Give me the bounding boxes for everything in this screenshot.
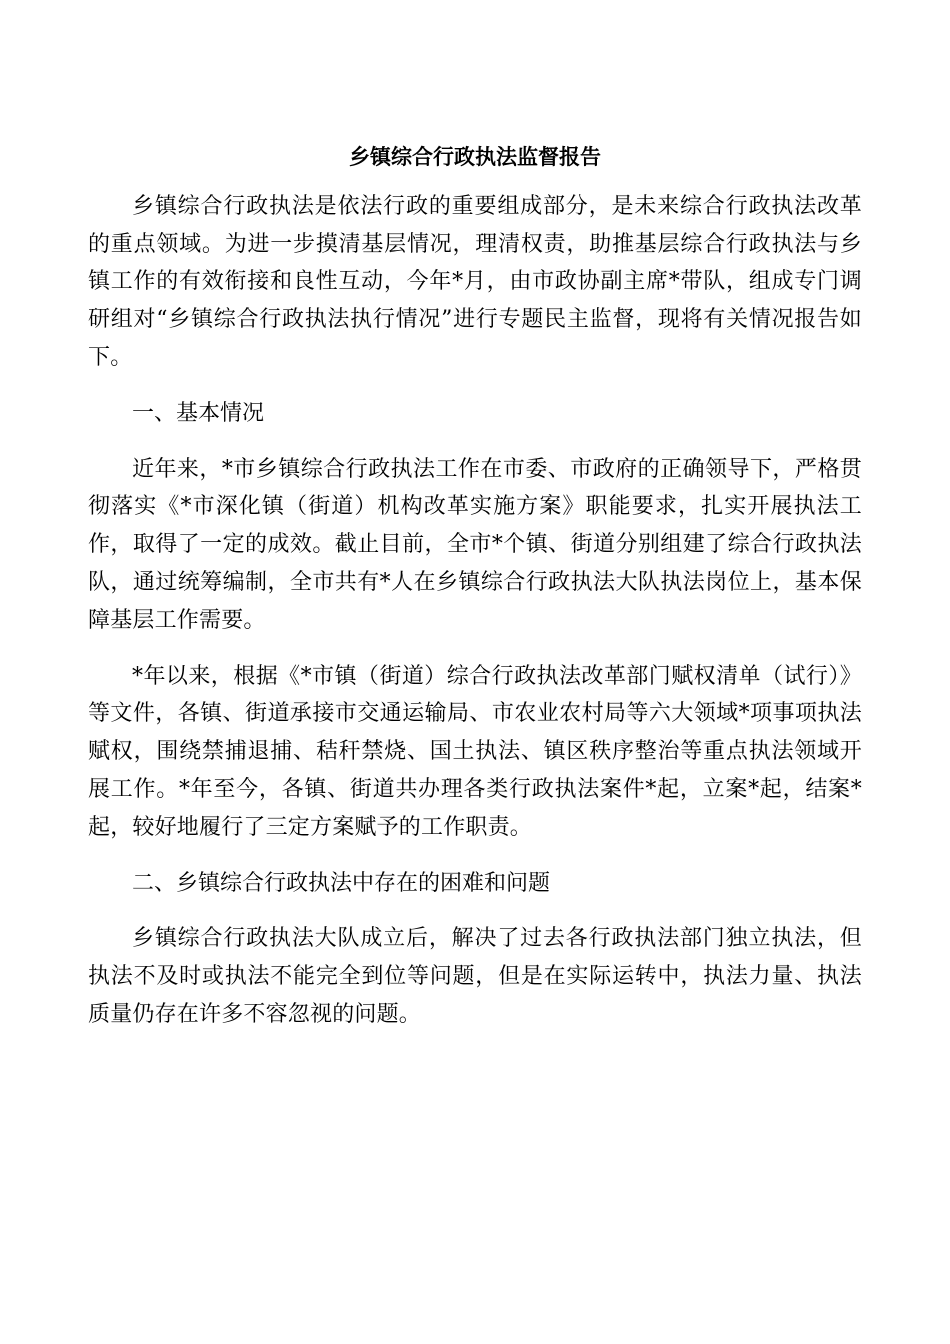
problems-paragraph: 乡镇综合行政执法大队成立后，解决了过去各行政执法部门独立执法，但执法不及时或执法不能完全到位等问题，但是在实际运转中，执法力量、执法质量仍存在许多不容忽视的问题。 (88, 926, 862, 1027)
basic-situation-paragraph-2: *年以来，根据《*市镇（街道）综合行政执法改革部门赋权清单（试行）》等文件，各镇、街道承接市交通运输局、市农业农村局等六大领域*项事项执法赋权，围绕禁捕退捕、秸秆禁烧、国土执法、镇区秩序整治等重点执法领域开展工作。*年至今，各镇、街道共办理各类行政执法案件*起，立案*起，结案*起，较好地履行了三定方案赋予的工作职责。 (88, 663, 862, 840)
basic-situation-paragraph-1: 近年来，*市乡镇综合行政执法工作在市委、市政府的正确领导下，严格贯彻落实《*市深化镇（街道）机构改革实施方案》职能要求，扎实开展执法工作，取得了一定的成效。截止目前，全市*个镇、街道分别组建了综合行政执法队，通过统筹编制，全市共有*人在乡镇综合行政执法大队执法岗位上，基本保障基层工作需要。 (88, 456, 862, 633)
section-heading-problems: 二、乡镇综合行政执法中存在的困难和问题 (132, 870, 551, 896)
document-title: 乡镇综合行政执法监督报告 (349, 144, 601, 169)
intro-paragraph: 乡镇综合行政执法是依法行政的重要组成部分，是未来综合行政执法改革的重点领域。为进一步摸清基层情况，理清权责，助推基层综合行政执法与乡镇工作的有效衔接和良性互动，今年*月，由市政协副主席*带队，组成专门调研组对“乡镇综合行政执法执行情况”进行专题民主监督，现将有关情况报告如下。 (88, 193, 862, 370)
document-body (88, 138, 862, 1052)
section-heading-basic-situation: 一、基本情况 (132, 400, 265, 426)
